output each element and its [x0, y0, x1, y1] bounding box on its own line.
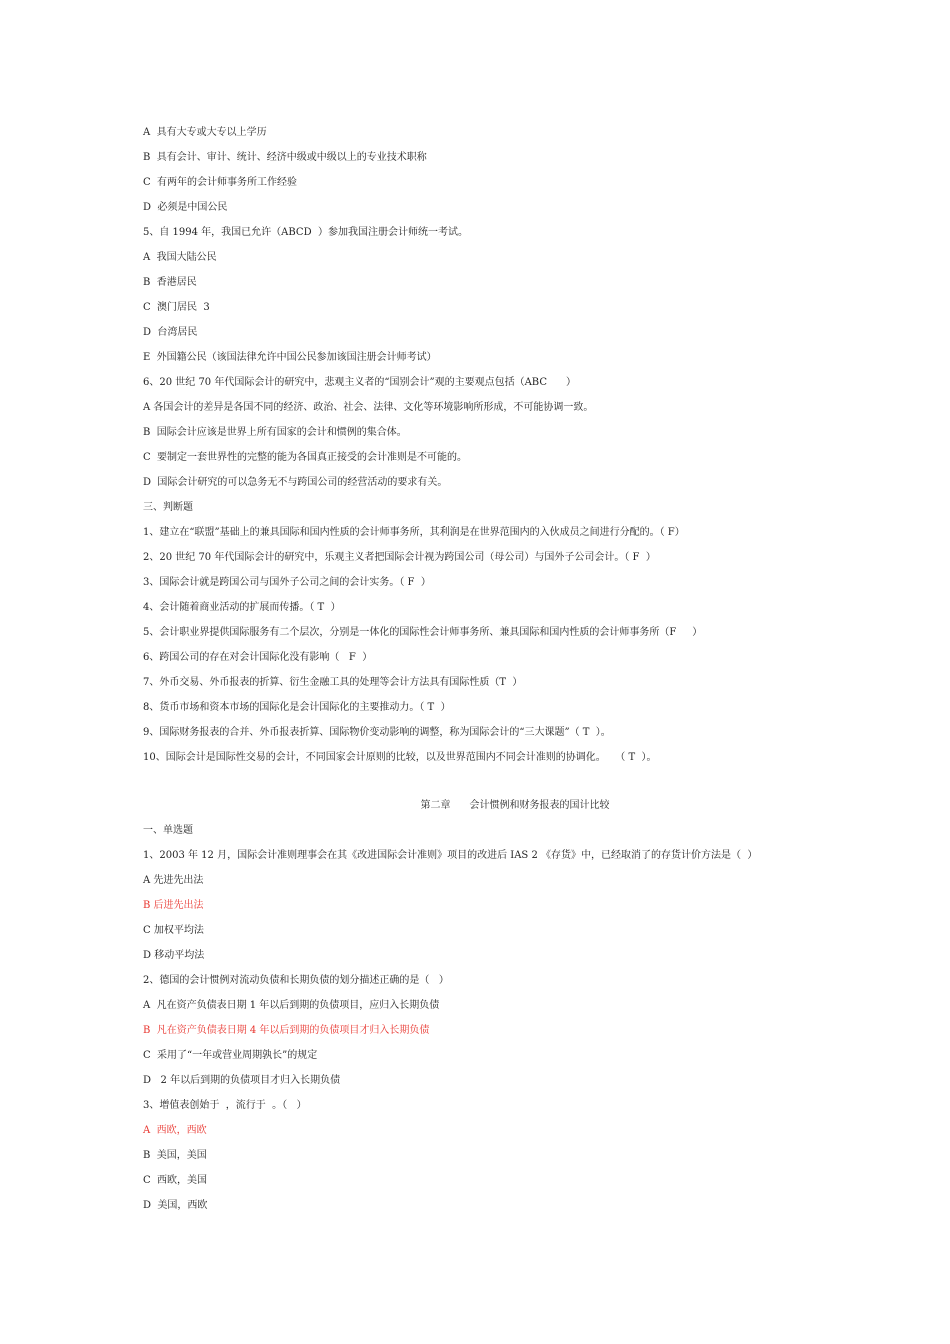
question-line: 4、会计随着商业活动的扩展而传播。（ T ）: [143, 602, 341, 613]
option-line: D 2 年以后到期的负债项目才归入长期负债: [143, 1075, 341, 1086]
question-line: 8、货币市场和资本市场的国际化是会计国际化的主要推动力。（ T ）: [143, 702, 451, 713]
question-line: 6、跨国公司的存在对会计国际化没有影响（ F ）: [143, 652, 373, 663]
section-heading: 一、单选题: [143, 825, 193, 836]
question-line: 9、国际财务报表的合并、外币报表折算、国际物价变动影响的调整，称为国际会计的“三大课题”（ T ）。: [143, 727, 611, 738]
option-line: B 国际会计应该是世界上所有国家的会计和惯例的集合体。: [143, 427, 407, 438]
option-line: D 必须是中国公民: [143, 202, 228, 213]
chapter-title: 第二章 会计惯例和财务报表的国计比较: [420, 800, 610, 811]
option-line: A 凡在资产负债表日期 1 年以后到期的负债项目，应归入长期负债: [143, 1000, 440, 1011]
section-heading: 三、判断题: [143, 502, 193, 513]
question-line: 2、20 世纪 70 年代国际会计的研究中，乐观主义者把国际会计视为跨国公司（母公司）与国外子公司会计。（ F ）: [143, 552, 656, 563]
question-line: 3、增值表创始于 ，流行于 。（ ）: [143, 1100, 307, 1111]
question-line: 5、自 1994 年，我国已允许（ABCD ）参加我国注册会计师统一考试。: [143, 227, 468, 238]
option-line: C 要制定一套世界性的完整的能为各国真正接受的会计准则是不可能的。: [143, 452, 468, 463]
option-line: C 西欧，美国: [143, 1175, 208, 1186]
question-line: 5、会计职业界提供国际服务有二个层次，分别是一体化的国际性会计师事务所、兼具国际和国内性质的会计师事务所（F ）: [143, 627, 703, 638]
question-line: 1、2003 年 12 月，国际会计准则理事会在其《改进国际会计准则》项目的改进后 IAS 2 《存货》中，已经取消了的存货计价方法是（ ）: [143, 850, 758, 861]
option-line: A 我国大陆公民: [143, 252, 217, 263]
option-line: A 先进先出法: [143, 875, 204, 886]
question-line: 6、20 世纪 70 年代国际会计的研究中，悲观主义者的“国别会计”观的主要观点包括（ABC ）: [143, 377, 577, 388]
option-line: B 美国，美国: [143, 1150, 207, 1161]
option-line: A 各国会计的差异是各国不同的经济、政治、社会、法律、文化等环境影响所形成，不可能协调一致。: [143, 402, 594, 413]
option-line: D 台湾居民: [143, 327, 198, 338]
option-line-answer: B 后进先出法: [143, 900, 204, 911]
option-line: C 采用了“一年或营业周期孰长”的规定: [143, 1050, 318, 1061]
option-line: E 外国籍公民（该国法律允许中国公民参加该国注册会计师考试）: [143, 352, 437, 363]
option-line: C 加权平均法: [143, 925, 204, 936]
option-line: C 有两年的会计师事务所工作经验: [143, 177, 298, 188]
option-line: B 具有会计、审计、统计、经济中级或中级以上的专业技术职称: [143, 152, 427, 163]
question-line: 2、德国的会计惯例对流动负债和长期负债的划分描述正确的是（ ）: [143, 975, 449, 986]
option-line: A 具有大专或大专以上学历: [143, 127, 267, 138]
option-line-answer: A 西欧，西欧: [143, 1125, 207, 1136]
question-line: 3、国际会计就是跨国公司与国外子公司之间的会计实务。（ F ）: [143, 577, 431, 588]
question-line: 7、外币交易、外币报表的折算、衍生金融工具的处理等会计方法具有国际性质（T ）: [143, 677, 523, 688]
option-line: D 美国，西欧: [143, 1200, 208, 1211]
option-line: D 国际会计研究的可以急务无不与跨国公司的经营活动的要求有关。: [143, 477, 448, 488]
option-line: D 移动平均法: [143, 950, 205, 961]
option-line-answer: B 凡在资产负债表日期 4 年以后到期的负债项目才归入长期负债: [143, 1025, 430, 1036]
option-line: C 澳门居民 3: [143, 302, 210, 313]
question-line: 10、国际会计是国际性交易的会计，不同国家会计原则的比较，以及世界范围内不同会计准则的协调化。 （ T ）。: [143, 752, 657, 763]
option-line: B 香港居民: [143, 277, 197, 288]
question-line: 1、建立在“联盟”基础上的兼具国际和国内性质的会计师事务所，其利润是在世界范围内的入伙成员之间进行分配的。（ F）: [143, 527, 685, 538]
